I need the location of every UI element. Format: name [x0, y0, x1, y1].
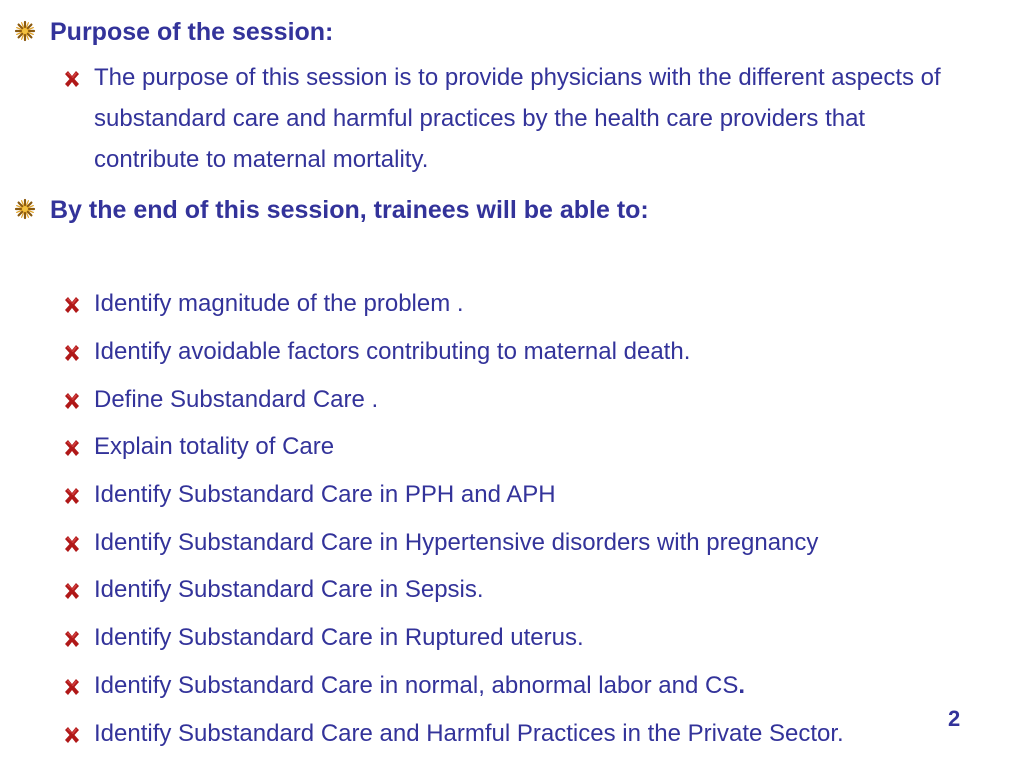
starburst-bullet-icon	[12, 18, 38, 44]
list-item	[62, 623, 584, 653]
list-item	[62, 289, 464, 319]
list-item-text: Identify avoidable factors contributing to maternal death.	[94, 338, 691, 365]
list-item	[62, 432, 334, 462]
x-mark-bullet-icon	[62, 725, 82, 745]
list-item	[62, 719, 844, 749]
list-item-text: Identify Substandard Care in Sepsis.	[94, 576, 484, 603]
x-mark-bullet-icon	[62, 677, 82, 697]
list-item	[62, 528, 818, 558]
section-heading-text: By the end of this session, trainees will be able to:	[50, 196, 649, 224]
section-heading-objectives	[12, 195, 649, 225]
list-item-text: Identify Substandard Care and Harmful Practices in the Private Sector.	[94, 720, 844, 747]
x-mark-bullet-icon	[62, 629, 82, 649]
list-item-text: Explain totality of Care	[94, 433, 335, 460]
list-item	[62, 575, 484, 605]
list-item-text: Identify Substandard Care in PPH and APH	[94, 481, 556, 508]
x-mark-bullet-icon	[62, 534, 82, 554]
list-item-text: The purpose of this session is to provide physicians with the different aspects of substandard care and harmful practices by the health care providers that contribute to maternal mortality.	[94, 64, 941, 173]
x-mark-bullet-icon	[62, 486, 82, 506]
section-heading-purpose	[12, 17, 333, 47]
list-item-text: Identify Substandard Care in Ruptured uterus.	[94, 624, 584, 651]
list-item-text: Identify magnitude of the problem .	[94, 290, 464, 317]
list-item	[62, 385, 378, 415]
page-number: 2	[948, 706, 961, 731]
x-mark-bullet-icon	[62, 343, 82, 363]
x-mark-bullet-icon	[62, 391, 82, 411]
section-heading-text: Purpose of the session:	[50, 18, 334, 46]
x-mark-bullet-icon	[62, 581, 82, 601]
x-mark-bullet-icon	[62, 69, 82, 89]
list-item-text-main: Identify Substandard Care in normal, abnormal labor and CS	[94, 672, 739, 699]
x-mark-bullet-icon	[62, 295, 82, 315]
list-item	[62, 337, 690, 367]
list-item	[62, 57, 974, 180]
list-item	[62, 480, 556, 510]
starburst-bullet-icon	[12, 196, 38, 222]
list-item-text	[94, 671, 745, 701]
list-item	[62, 671, 745, 701]
x-mark-bullet-icon	[62, 438, 82, 458]
list-item-text: Identify Substandard Care in Hypertensive disorders with pregnancy	[94, 529, 819, 556]
list-item-text: Define Substandard Care .	[94, 386, 379, 413]
list-item-text-suffix: .	[738, 672, 746, 699]
